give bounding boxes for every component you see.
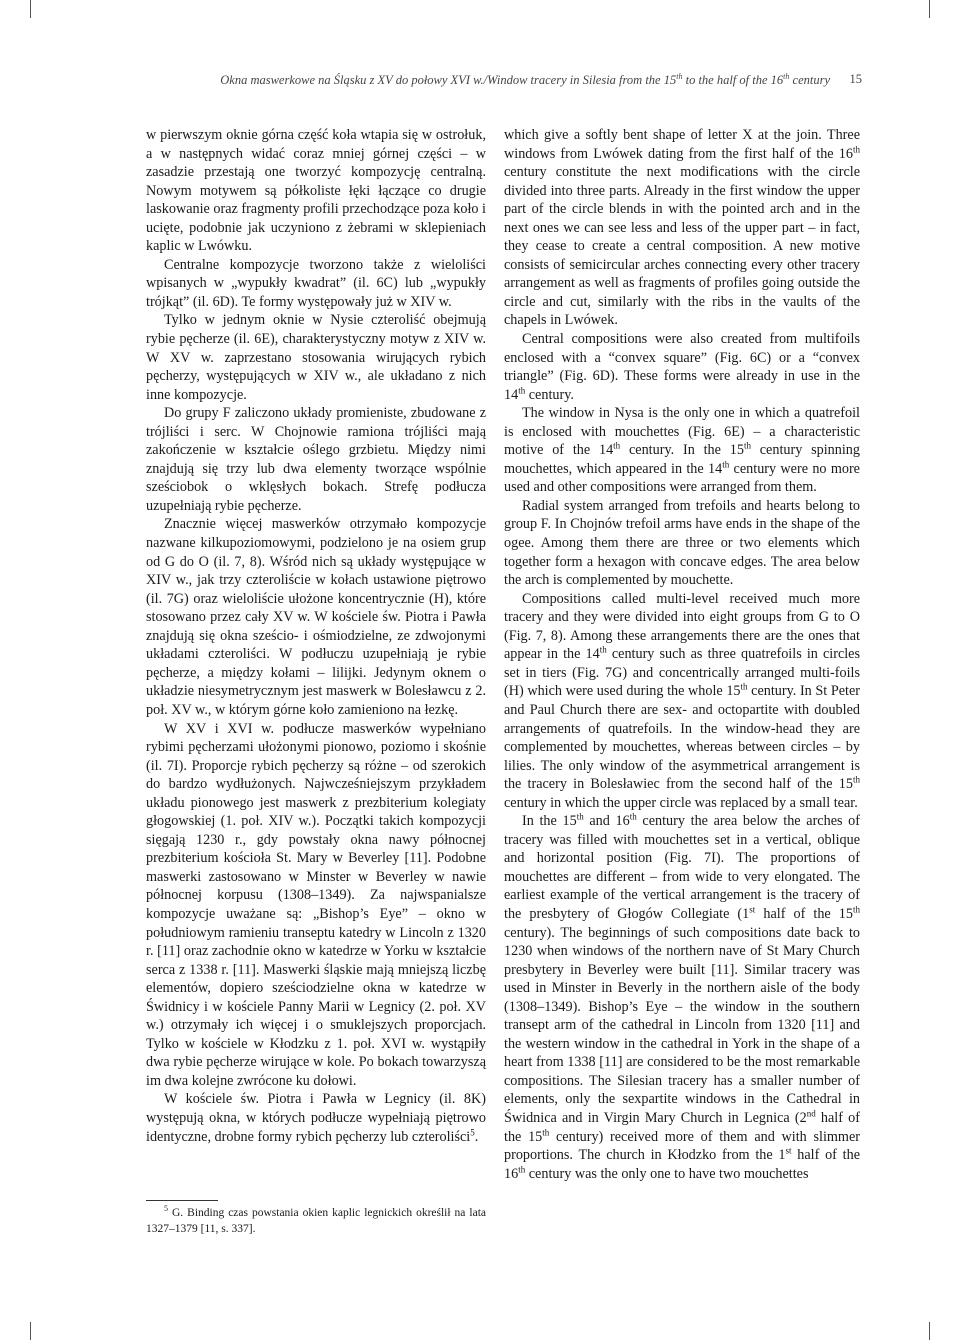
superscript: st: [749, 904, 756, 915]
crop-mark: [929, 0, 930, 18]
superscript: nd: [806, 1108, 816, 1119]
superscript: th: [518, 1163, 526, 1174]
superscript: th: [852, 904, 860, 915]
superscript: th: [852, 774, 860, 785]
crop-mark: [30, 1322, 31, 1340]
paragraph: Znacznie więcej maswerków otrzymało kompozycje nazwane kilkupoziomowymi, podzielono je na osiem grup od G do O (il. 7, 8). Wśród nich są układy występujące w XIV w., jak trzy czteroliście w kołach ustawione piętrowo (il. 7G) oraz wieloliście ułożone koncentrycznie (H), które stosowano przez cały XV w. W kościele św. Piotra i Pawła znajdują się okna sześcio- i ośmiodzielne, ze zdwojonymi układami czteroliści. W podłuczu uzupełniają je rybie pęcherze, a między kołami – lilijki. Jedynym oknem o układzie niesymetrycznym jest maswerk w Bolesławcu z 2. poł. XV w., w którym górne koło zamieniono na łezkę.: [146, 516, 486, 718]
superscript: th: [740, 681, 748, 692]
running-head-english: Window tracery in Silesia from the 15: [487, 73, 677, 88]
paragraph: Do grupy F zaliczono układy promieniste, zbudowane z trójliści i serc. W Chojnowie ramiona trójliści mają zakończenie w kształcie oślego grzbietu. Między nimi znajdują się trzy lub dwa elementy tworzące wspólnie sześciobok o wklęsłych bokach. Strefę podłucza uzupełniają rybie pęcherze.: [146, 405, 486, 514]
paragraph-text: century.: [525, 386, 574, 403]
superscript: th: [518, 384, 526, 395]
paragraph-text: and 16: [583, 813, 630, 830]
paragraph-text: Compositions called multi-level received much more tracery and they were divided into eight groups from G to O (Fig. 7, 8). Among these arrangements there are the ones that appear in the 14: [504, 590, 860, 663]
paragraph-text: century was the only one to have two mouchettes: [525, 1165, 809, 1182]
paragraph: [504, 404, 860, 497]
paragraph-text: Central compositions were also created from multifoils enclosed with a “convex square” (Fig. 6C) or a “convex triangle” (Fig. 6D). These forms were already in use in the 14: [504, 331, 860, 403]
footnote-mark: 5: [164, 1204, 168, 1214]
paragraph-text: century). The beginnings of such compositions date back to 1230 when windows of the northern nave of St Mary Church presbytery in Beverley were built [11]. Similar tracery was used in Minster in Beverly in the northern aisle of the body (1308–1349). Bishop’s Eye – the window in the southern transept arm of the cathedral in Lincoln from 1320 [11] and the western window in the cathedral in York in the shape of a heart from 1338 [11] are considered to be the most remarkable compositions. The Silesian tracery has a smaller number of elements, only the sexpartite windows in the Cathedral in Świdnica and in Virgin Mary Church in Legnica (2: [504, 924, 860, 1126]
running-head-english: century: [789, 73, 830, 88]
paragraph-text: In the 15: [522, 813, 577, 830]
paragraph-text: century. In the 15: [620, 442, 744, 459]
paragraph: Radial system arranged from trefoils and hearts belong to group F. In Chojnów trefoil arms have ends in the shape of the ogee. Among them there are three or two elements which together form a hexagon with concave edges. The area below the arch is complemented by mouchette.: [504, 497, 860, 589]
paragraph-text: half of the 16: [504, 1147, 860, 1182]
right-column: [504, 126, 860, 1183]
paragraph-text: century were no more used and other compositions were arranged from them.: [504, 460, 860, 496]
paragraph-text: century spinning mouchettes, which appeared in the 14: [504, 442, 860, 477]
paragraph: Tylko w jednym oknie w Nysie czteroliść obejmują rybie pęcherze (il. 6E), charakterystyczny motyw z XIV w. W XV w. zaprzestano stosowania wirujących rybich pęcherzy, występujących w XIV w., ale układano z nich inne kompozycje.: [146, 312, 486, 403]
paragraph: Centralne kompozycje tworzono także z wieloliści wpisanych w „wypukły kwadrat” (il. 6C) lub „wypukły trójkąt” (il. 6D). Te formy występowały już w XIV w.: [146, 256, 486, 310]
crop-mark: [929, 1322, 930, 1340]
paragraph-text: .: [474, 1128, 479, 1145]
footnote-reference: 5: [470, 1126, 475, 1137]
paragraph: W XV i XVI w. podłucze maswerków wypełniano rybimi pęcherzami ułożonymi pionowo, poziomo i skośnie (il. 7I). Proporcje rybich pęcherzy są różne – od szerokich do bardzo wydłużonych. Najwcześniejszym przykładem układu pionowego jest maswerk z prezbiterium kolegiaty głogowskiej (1. poł. XIV w.). Początki takich kompozycji sięgają 1230 r., gdy powstały okna nawy północnej prezbiterium kościoła St. Mary w Beverley [11]. Podobne maswerki zastosowano w Minster w Beverley w nawie północnej korpusu (1308–1349). Za najwspanialsze kompozycje uważane są: „Bishop’s Eye” – okno w południowym ramieniu transeptu katedry w Lincoln z 1320 r. [11] oraz zachodnie okno w katedrze w Yorku w kształcie serca z 1338 r. [11]. Maswerki śląskie mają mniejszą liczbę elementów, dopiero sześciodzielne okna w katedrze w Świdnicy i w kościele Panny Marii w Legnicy (2. poł. XV w.) otrzymały ich więcej i o smuklejszych proporcjach. Tylko w kościele w Kłodzku z 1. poł. XVI w. wystąpiły dwa rybie pęcherze wirujące w kole. Po bokach towarzyszą im dwa kolejne zwrócone ku dołowi.: [146, 720, 486, 1089]
paragraph-text: half of the 15: [504, 1109, 860, 1145]
superscript: th: [576, 811, 584, 822]
running-head-polish: Okna maswerkowe na Śląsku z XV do połowy XVI w./: [220, 73, 488, 88]
paragraph-text: century. In St Peter and Paul Church there are sex- and octopartite with doubled arrangements of quatrefoils. In the window-head they are complemented by mouchettes, whereas between circles – by lilies. The only window of the asymmetrical arrangement is the tracery in Bolesławiec from the second half of the 15: [504, 683, 861, 793]
paragraph: [146, 1090, 486, 1146]
paragraph: [504, 126, 860, 330]
superscript: th: [542, 1126, 550, 1137]
footnote-rule: [146, 1200, 218, 1201]
superscript: th: [852, 143, 860, 154]
running-head: [170, 72, 830, 88]
superscript: th: [629, 811, 637, 822]
footnote: [146, 1206, 486, 1237]
paragraph: [504, 330, 860, 404]
paragraph-text: half of the 15: [755, 905, 853, 922]
left-column: [146, 126, 486, 1146]
paragraph: [504, 590, 860, 813]
superscript: th: [743, 440, 751, 451]
superscript: st: [785, 1145, 792, 1156]
crop-mark: [30, 0, 31, 18]
paragraph-text: century) received more of them and with slimmer proportions. The church in Kłodzko from the 1: [504, 1128, 860, 1164]
paragraph-text: century constitute the next modifications with the circle divided into three parts. Already in the first window the upper part of the circle blends in with the pointed arch and in the next ones we can see less and less of the upper part – in fact, they cease to create a central composition. A new motive consists of semicircular arches connecting every other tracery arrangement as well as fragments of profiles going outside the circle and cut, similarly with the ribs in the vaults of the chapels in Lwówek.: [504, 164, 860, 329]
superscript: th: [613, 440, 621, 451]
paragraph-text: century the area below the arches of tracery was filled with mouchettes set in a vertical, oblique and horizontal position (Fig. 7I). The proportions of mouchettes are different – from wide to very elongated. The earliest example of the vertical arrangement is the tracery of the presbytery of Głogów Collegiate (1: [504, 813, 860, 922]
superscript: th: [783, 72, 790, 81]
paragraph-text: century in which the upper circle was replaced by a small tear.: [504, 794, 858, 811]
page-number: 15: [849, 72, 862, 86]
paragraph-text: century such as three quatrefoils in circles set in tiers (Fig. 7G) and concentrically arranged multi-foils (H) which were used during the whole 15: [504, 646, 861, 700]
paragraph-text: which give a softly bent shape of letter X at the join. Three windows from Lwówek dating from the first half of the 16: [504, 127, 860, 162]
paragraph-text: The window in Nysa is the only one in which a quatrefoil is enclosed with mouchettes (Fig. 6E) – a characteristic motive of the 14: [504, 405, 860, 459]
paragraph: [504, 812, 860, 1183]
paragraph-text: W kościele św. Piotra i Pawła w Legnicy (il. 8K) występują okna, w których podłucze wypełniają piętrowo identyczne, drobne formy rybich pęcherzy lub czteroliści: [146, 1091, 486, 1145]
footnote-text: G. Binding czas powstania okien kaplic legnickich określił na lata 1327–1379 [11, s. 337].: [146, 1207, 486, 1235]
paragraph: w pierwszym oknie górna część koła wtapia się w ostrołuk, a w następnych widać coraz mniej górnej części – w zasadzie przestają one tworzyć kompozycję centralną. Nowym motywem są półkoliste łęki łączące co drugie laskowanie oraz fragmenty profili przechodzące poza koło i ucięte, podobnie jak uczyniono z żebrami w sklepieniach kaplic w Lwówku.: [146, 127, 486, 255]
superscript: th: [722, 459, 730, 470]
superscript: th: [676, 72, 683, 81]
superscript: th: [599, 644, 607, 655]
running-head-english: to the half of the 16: [682, 73, 784, 88]
